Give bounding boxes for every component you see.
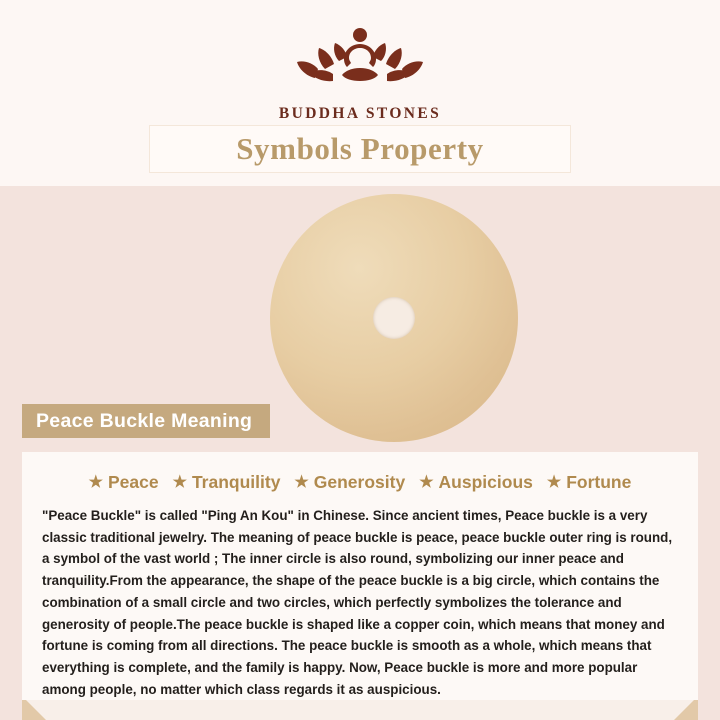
section-label: Peace Buckle Meaning [36, 409, 253, 432]
keyword-item [173, 472, 281, 493]
keyword-item [89, 472, 159, 493]
meaning-paragraph: "Peace Buckle" is called "Ping An Kou" in Chinese. Since ancient times, Peace buckle is a very classic traditional jewelry. The meaning of peace buckle is peace, peace buckle outer ring is round, a symbol of the vast world ; The inner circle is also round, symbolizing our inner peace and tranquility.From the appearance, the shape of the peace buckle is a big circle, which contains the combination of a small circle and two circles, which perfectly symbolizes the tolerance and generosity of people.The peace buckle is shaped like a copper coin, which means that money and fortune is coming from all directions. The peace buckle is smooth as a whole, which means that everything is complete, and the family is happy. Now, Peace buckle is more and more popular among people, no matter which class regards it as auspicious. [42, 508, 673, 697]
keyword-item [419, 472, 533, 493]
peace-buckle-disc-icon [270, 194, 518, 442]
brand-name: BUDDHA STONES [278, 105, 442, 122]
keyword-item [547, 472, 631, 493]
disc-inner-hole [373, 297, 415, 339]
keyword-label: Peace [107, 472, 159, 492]
star-icon: ★ [419, 473, 434, 491]
keyword-label: Tranquility [191, 472, 281, 492]
page-title-plate [150, 126, 570, 172]
keyword-label: Generosity [313, 472, 406, 492]
meaning-card [22, 452, 698, 700]
keyword-label: Auspicious [438, 472, 533, 492]
star-icon: ★ [88, 473, 103, 491]
keyword-list [32, 472, 688, 497]
left-edge-strip [0, 452, 22, 720]
star-icon: ★ [172, 473, 187, 491]
section-ribbon [22, 404, 270, 438]
keyword-label: Fortune [566, 472, 632, 492]
star-icon: ★ [294, 473, 309, 491]
keyword-item [294, 472, 405, 493]
star-icon: ★ [546, 473, 562, 491]
page-title: Symbols Property [236, 131, 484, 166]
right-edge-strip [698, 452, 720, 720]
brand-logo [0, 22, 720, 123]
lotus-meditation-icon [0, 22, 720, 99]
